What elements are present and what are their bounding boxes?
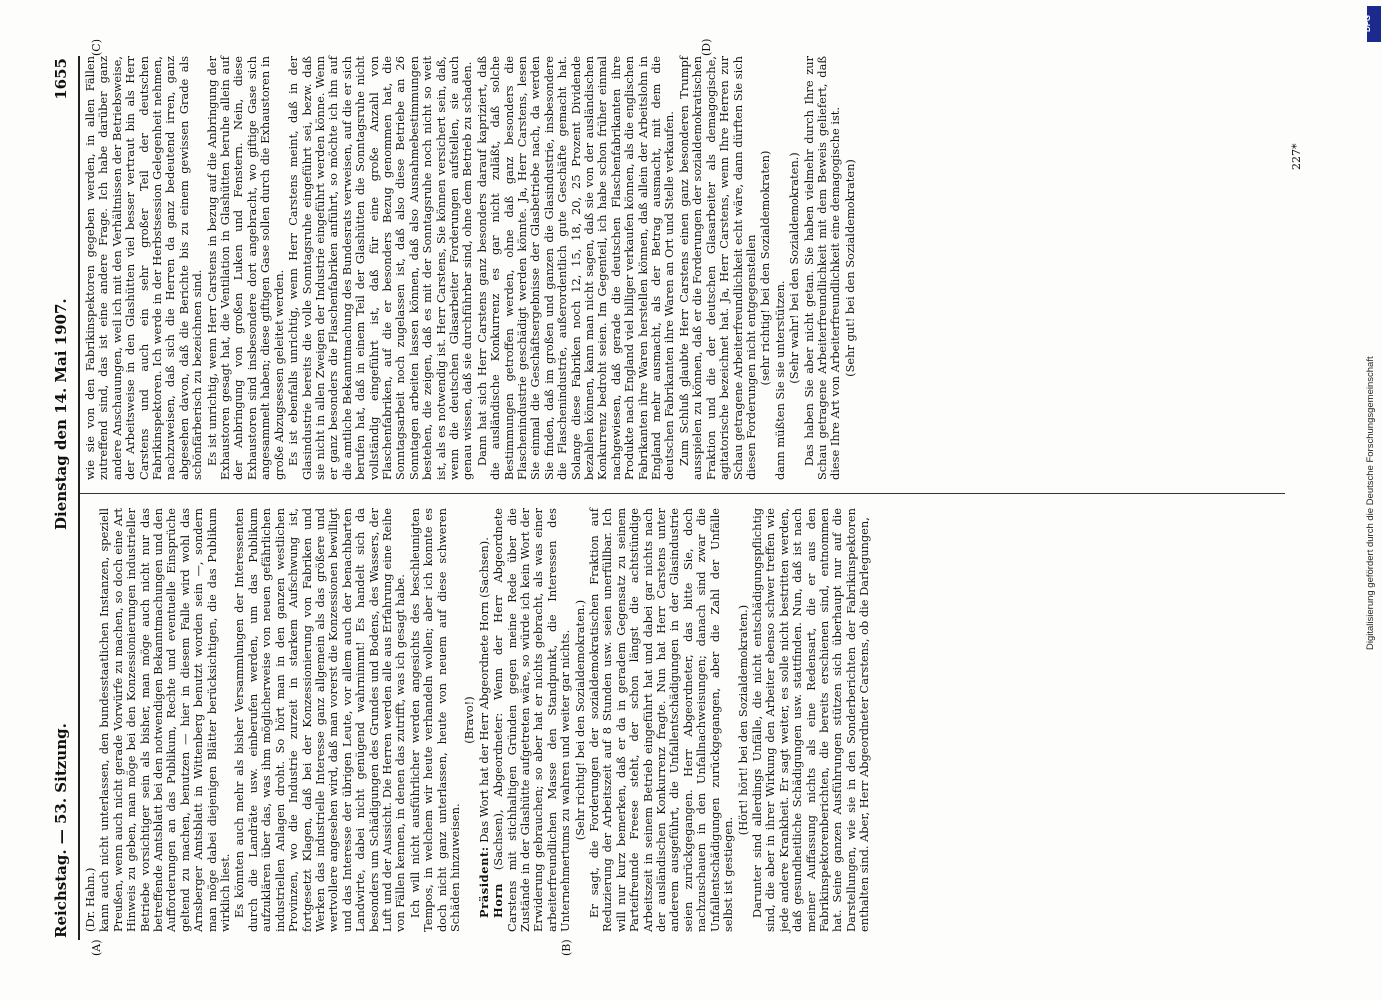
page-header — [52, 58, 76, 938]
horn-speech-intro — [492, 508, 572, 932]
interjection: (Sehr gut! bei den Sozialdemokraten) — [842, 159, 857, 377]
digitization-note-text: Digitalisierung gefördert durch die Deutsche Forschungsgemeinschaft — [1365, 356, 1376, 650]
interjection: (Bravo!) — [462, 696, 477, 744]
president-statement — [478, 508, 491, 932]
column-divider — [80, 493, 1285, 494]
margin-marker-a: (A) — [90, 939, 103, 956]
statement-text: (Sachsen), Abgeordneter: Wenn der Herr Abgeordnete Carstens mit stichhaltigen Gründen gegen meine Rede über die Zustände in der Glashütte aufgetreten wäre, so würde ich kein Wort der Erwiderung gebrauchen; so aber hat er nichts gebracht, als was einer arbeiterfreundlichen Masse den Standpunkt, die Interessen des Unternehmertums zu wahren und weiter gar nichts. — [491, 508, 573, 932]
speaker-tag: (Dr. Hahn.) — [83, 867, 97, 932]
paragraph: Es ist ebenfalls unrichtig, wenn Herr Carstens meint, daß in der Glasindustrie bereits die volle Sonntagsruhe eingeführt sei, bezw. daß sie nicht in allen Zweigen der Industrie eingeführt werden könne. Wenn er ganz besonders die Flaschenfabriken anführt, so möchte ich ihn auf die amtliche Bekanntmachung des Bundesrats verweisen, auf die er sich berufen hat, daß in einem Teil der Glashütten die Sonntagsruhe nicht vollständig eingeführt ist, daß für eine große Anzahl von Flaschenfabriken, auf die er besonders Bezug genommen hat, die Sonntagsarbeit noch zugelassen ist, daß also diese Betriebe an 26 Sonntagen arbeiten lassen können, daß also Ausnahmebestimmungen bestehen, die zeigen, daß es mit der Sonntagsruhe noch nicht so weit ist, als es notwendig ist. Herr Carstens, Sie können versichert sein, daß, wenn die deutschen Glasarbeiter Forderungen aufstellen, sie auch genau wissen, daß sie durchführbar sind, ohne dem Betrieb zu schaden. — [286, 56, 475, 480]
paragraph: dann müßten Sie sie unterstützen. — [772, 280, 787, 480]
header-rule — [78, 56, 80, 940]
dfg-logo — [1362, 6, 1381, 42]
interjection: (Sehr richtig! bei den Sozialdemokraten.) — [572, 599, 587, 841]
paragraph: Es könnten auch mehr als bisher Versammlungen der Interessenten durch die Landräte usw. einberufen werden, um das Publikum aufzuklären über das, was ihm möglicherweise von neuen gefährlichen industriellen Anlagen droht. So hört man in den ganzen westlichen Provinzen, wo die Industrie zurzeit in starkem Aufschwung ist, fortgesetzt Klagen, daß bei der Konzessionierung von Fabriken und Werken das industrielle Interesse ganz allgemein als das größere und wertvollere angesehen wird, daß man vorerst die Konzessionen bewilligt und das Interesse der übrigen Leute, vor allem auch der benachbarten Landwirte, dabei nicht genügend wahrnimmt! Es handelt sich da besonders um Schädigungen des Grundes und Bodens, des Wassers, der Luft und der Aussicht. Die Herren werden alle aus Erfahrung eine Reihe von Fällen kennen, in denen das zutrifft, was ich gesagt habe. — [232, 508, 408, 932]
left-column — [84, 508, 873, 932]
interjection: (Hört! hört! bei den Sozialdemokraten.) — [735, 604, 750, 836]
page-number: 1655 — [52, 58, 70, 100]
interjection: (sehr richtig! bei den Sozialdemokraten) — [758, 150, 773, 386]
header-left: Reichstag. — 53. Sitzung. — [52, 723, 70, 938]
paragraph: Ich will nicht ausführlicher werden angesichts des beschleunigten Tempos, in welchem wir heute verhandeln wollen; aber ich konnte es doch nicht ganz unterlassen, heute von neuem auf diese schweren Schäden hinzuweisen. — [407, 508, 462, 932]
speaker-label: Präsident: — [476, 846, 491, 918]
paragraph: Das haben Sie aber nicht getan. Sie haben vielmehr durch Ihre zur Schau getragene Arbeiterfreundlichkeit mit dem Beweis geliefert, daß diese Ihre Art von Arbeiterfreundlichkeit eine demagogische ist. — [801, 56, 843, 480]
paragraph: kann auch nicht unterlassen, den bundesstaatlichen Instanzen, speziell Preußen, wenn auch nicht gerade Vorwürfe zu machen, so doch eine Art Hinweis zu geben, man möge bei den Konzessionierungen industrieller Betriebe vorsichtiger sein als bisher, man möge auch nicht nur das betreffende Amtsblatt bei den notwendigen Bekanntmachungen und den Aufforderungen an das Publikum, Rechte und eventuelle Einsprüche geltend zu machen, benutzen — hier in diesem Falle wird wohl das Arnsberger Amtsblatt in Wittenberg benutzt worden sein —, sondern man möge dabei diejenigen Blätter berücksichtigen, die das Publikum wirklich liest. — [97, 508, 233, 932]
statement-text: Das Wort hat der Herr Abgeordnete Horn (Sachsen). — [476, 537, 491, 843]
paragraph: Zum Schluß glaubte Herr Carstens einen ganz besonderen Trumpf ausspielen zu können, daß er die Forderungen der sozialdemokratischen Fraktion und die der deutschen Glasarbeiter als demagogische, agitatorische bezeichnet hat. Ja, Herr Carstens, wenn Ihre Herren zur Schau getragene Arbeiterfreundlichkeit echt wäre, dann dürften Sie sich diesen Forderungen nicht entgegenstellen — [676, 56, 758, 480]
logo-text: DFG — [1362, 15, 1372, 32]
margin-marker-b: (B) — [560, 939, 573, 956]
digitization-note — [1365, 50, 1379, 650]
paragraph: Dann hat sich Herr Carstens ganz besonders darauf kapriziert, daß die ausländische Konkurrenz es gar nicht zuläßt, daß solche Bestimmungen getroffen werden, ohne daß ganz besonders die Flaschenindustrie geschädigt werden könnte. Ja, Herr Carstens, lesen Sie einmal die Geschäftsergebnisse der Glasbetriebe nach, da werden Sie finden, daß im großen und ganzen die Glasindustrie, insbesondere die Flaschenindustrie, außerordentlich gute Geschäfte gemacht hat. Solange diese Fabriken noch 12, 15, 18, 20, 25 Prozent Dividende bezahlen können, kann man nicht sagen, daß sie von der ausländischen Konkurrenz bedroht seien. Im Gegenteil, ich habe schon früher einmal nachgewiesen, daß gerade die deutschen Flaschenfabrikanten ihre Produkte nach England viel billiger verkaufen können, als die englischen Fabrikanten ihre Waren herstellen können, daß allein der Arbeitslohn in England mehr ausmacht, als der Betrag ausmacht, mit dem die deutschen Fabrikanten ihre Waren an Ort und Stelle verkaufen. — [474, 56, 677, 480]
margin-marker-d: (D) — [700, 38, 713, 56]
paragraph: Darunter sind allerdings Unfälle, die nicht entschädigungspflichtig sind, die aber in ihrer Wirkung den Arbeiter ebenso schwer treffen wie jede andere Krankheit. Er sagt weiter, es solle nicht bestritten werden, daß gesundheitliche Schädigungen usw. stattfinden. Nun, daß ist nach meiner Auffassung nichts als eine Redensart, die er aus den Fabrikinspektorenberichten, die bereits erschienen sind, entnommen hat. Seine ganzen Ausführungen stützen sich überhaupt nur auf die Darstellungen, wie sie in den Sonderberichten der Fabrikinspektoren enthalten sind. Aber, Herr Abgeordneter Carstens, ob die Darlegungen, — [749, 508, 872, 932]
interjection: (Sehr wahr! bei den Sozialdemokraten.) — [787, 152, 802, 384]
speaker-label: Horn — [491, 882, 506, 918]
margin-marker-c: (C) — [90, 39, 103, 56]
paragraph: Er sagt, die Forderungen der sozialdemokratischen Fraktion auf Reduzierung der Arbeitszeit auf 8 Stunden usw. seien unerfüllbar. Ich will nur kurz bemerken, daß er da in geradem Gegensatz zu seinem Parteifreunde Freese steht, der schon längst die achtstündige Arbeitszeit in seinem Betrieb eingeführt hat und dabei gar nichts nach der ausländischen Konkurrenz fragte. Nun hat Herr Carstens unter anderem ausgeführt, die Unfallentschädigungen in der Glasindustrie seien zurückgegangen. Herr Abgeordneter, das bitte Sie, doch nachzuschauen in den Unfallnachweisungen; danach sind zwar die Unfallentschädigungen zurückgegangen, aber die Zahl der Unfälle selbst ist gestiegen. — [587, 508, 736, 932]
header-date: Dienstag den 14. Mai 1907. — [52, 298, 70, 530]
signature-mark: 227* — [1290, 143, 1303, 170]
right-column — [84, 56, 858, 480]
paragraph: Es ist unrichtig, wenn Herr Carstens in bezug auf die Anbringung der Exhaustoren gesagt hat, die Ventilation in Glashütten beruhe allein auf der Anbringung von großen Luken und Fenstern. Nein, diese Exhaustoren sind insbesondere dort angebracht, wo giftige Gase sich angesammelt haben; diese giftigen Gase sollen durch die Exhaustoren in große Abzugsessen geleitet werden. — [204, 56, 286, 480]
paragraph: wie sie von den Fabrikinspektoren gegeben werden, in allen Fällen zutreffend sind, das ist eine andere Frage. Ich habe darüber ganz andere Anschauungen, weil ich mit den Verhältnissen der Betriebsweise, der Arbeitsweise in den Glashütten viel besser vertraut bin als Herr Carstens und auch ein sehr großer Teil der deutschen Fabrikinspektoren. Ich werde in der Herbstsession Gelegenheit nehmen, nachzuweisen, daß sich die Herren da ganz bedeutend irren, ganz abgesehen davon, daß die Berichte bis zu einem gewissen Grade als schönfärberisch zu bezeichnen sind. — [83, 56, 205, 480]
